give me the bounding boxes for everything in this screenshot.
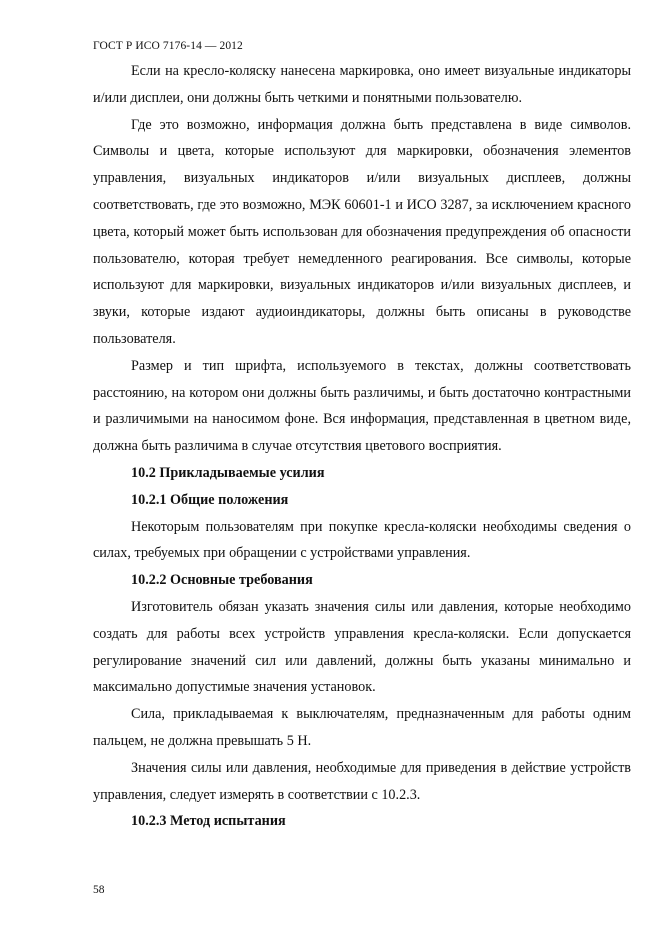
page-number: 58	[93, 884, 105, 896]
section-heading-10-2-1: 10.2.1 Общие положения	[131, 491, 289, 508]
paragraph-font-size: Размер и тип шрифта, используемого в текстах, должны соответствовать расстоянию, на котором они должны быть различимы, и быть достаточно контрастными и различимыми на наносимом фоне. Вся информация, представленная в цветном виде, должна быть различима в случае отсутствия цветового восприятия.	[93, 357, 631, 455]
page-content	[93, 58, 631, 835]
paragraph-markings: Если на кресло-коляску нанесена маркировка, оно имеет визуальные индикаторы и/или дисплеи, они должны быть четкими и понятными пользователю.	[93, 63, 631, 106]
paragraph-general: Некоторым пользователям при покупке кресла-коляски необходимы сведения о силах, требуемых при обращении с устройствами управления.	[93, 518, 631, 562]
document-header: ГОСТ Р ИСО 7176-14 — 2012	[93, 40, 243, 52]
paragraph-manufacturer: Изготовитель обязан указать значения силы или давления, которые необходимо создать для работы всех устройств управления кресла-коляски. Если допускается регулирование значений сил или давлений, должны быть указаны минимально и максимально допустимые значения установок.	[93, 598, 631, 696]
paragraph-measurement: Значения силы или давления, необходимые для приведения в действие устройств управления, следует измерять в соответствии с 10.2.3.	[93, 759, 631, 803]
section-heading-10-2: 10.2 Прикладываемые усилия	[131, 464, 325, 481]
section-heading-10-2-2: 10.2.2 Основные требования	[131, 572, 313, 589]
paragraph-finger-force: Сила, прикладываемая к выключателям, предназначенным для работы одним пальцем, не должна превышать 5 Н.	[93, 706, 631, 749]
section-heading-10-2-3: 10.2.3 Метод испытания	[131, 813, 286, 830]
paragraph-symbols: Где это возможно, информация должна быть представлена в виде символов. Символы и цвета, которые используют для маркировки, обозначения элементов управления, визуальных индикаторов и/или визуальных дисплеев, должны соответствовать, где это возможно, МЭК 60601-1 и ИСО 3287, за исключением красного цвета, который может быть использован для обозначения предупреждения об опасности пользователю, которая требует немедленного реагирования. Все символы, которые используют для маркировки, визуальных индикаторов и/или визуальных дисплеев, и звуки, которые издают аудиоиндикаторы, должны быть описаны в руководстве пользователя.	[93, 116, 631, 347]
